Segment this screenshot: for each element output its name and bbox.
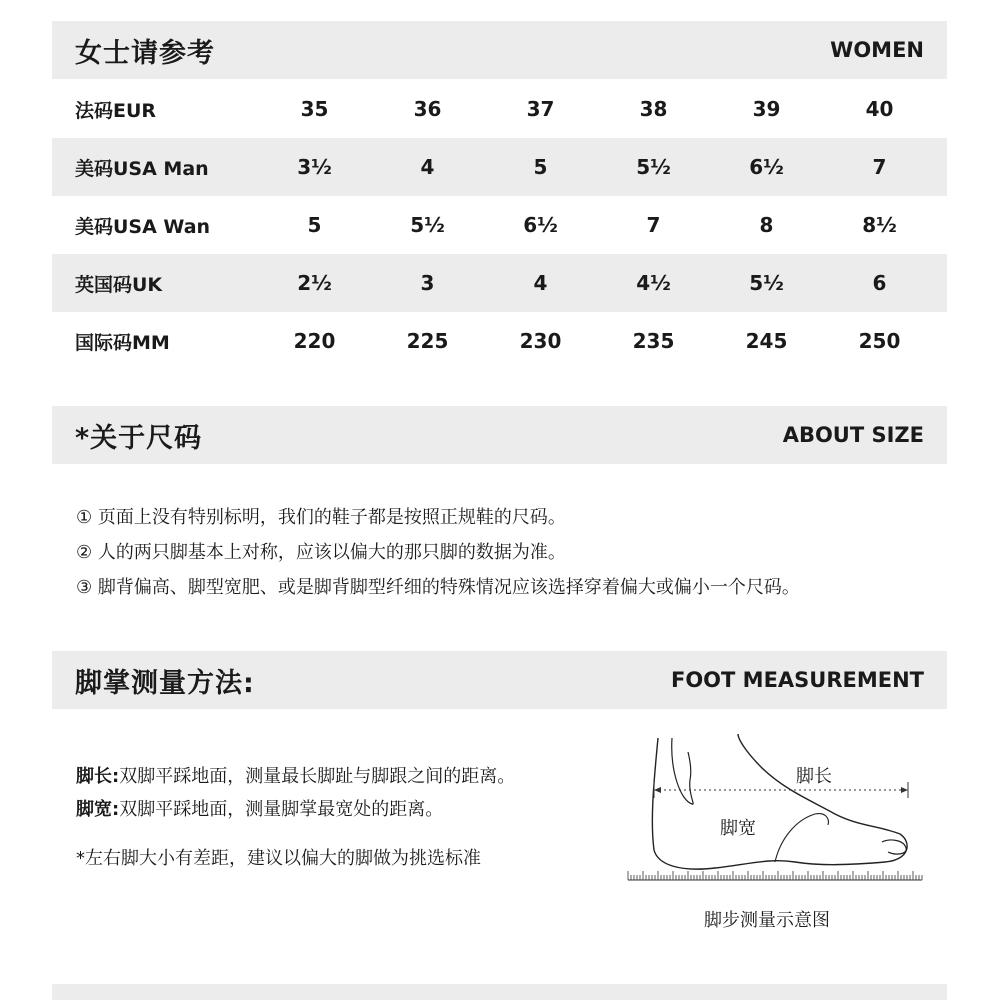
size-cell: 37 [526, 97, 555, 121]
size-cell: 39 [752, 97, 781, 121]
size-row-label: 美码USA Man [75, 157, 209, 180]
size-cell: 6½ [523, 213, 558, 237]
size-cell: 5½ [636, 155, 671, 179]
size-cell: 235 [632, 329, 675, 353]
size-cell: 5½ [749, 271, 784, 295]
size-row [52, 138, 947, 196]
foot-width-instruction [76, 793, 515, 826]
foot-width-tag: 脚宽 [720, 818, 756, 839]
size-cell: 35 [300, 97, 329, 121]
size-cell: 36 [413, 97, 442, 121]
about-size-title-en: ABOUT SIZE [782, 423, 924, 447]
about-note-2: ② 人的两只脚基本上对称，应该以偏大的那只脚的数据为准。 [76, 542, 566, 563]
size-row [52, 196, 947, 254]
size-row [52, 80, 947, 138]
ruler-ticks [628, 871, 922, 880]
about-size-title: *关于尺码 [75, 422, 203, 454]
size-cell: 2½ [297, 271, 332, 295]
foot-measurement-title: 脚掌测量方法: [75, 667, 255, 699]
size-row [52, 312, 947, 370]
women-title-en: WOMEN [830, 38, 924, 62]
next-section-header [52, 984, 947, 1000]
size-table [52, 80, 947, 370]
size-cell: 7 [872, 155, 887, 179]
women-header [52, 21, 947, 79]
size-cell: 5 [307, 213, 322, 237]
size-row [52, 254, 947, 312]
about-note-3: ③ 脚背偏高、脚型宽肥、或是脚背脚型纤细的特殊情况应该选择穿着偏大或偏小一个尺码。 [76, 577, 800, 598]
foot-length-instruction [76, 760, 515, 793]
size-cell: 7 [646, 213, 661, 237]
diagram-caption: 脚步测量示意图 [704, 910, 830, 931]
about-size-header [52, 406, 947, 464]
about-size-notes [76, 500, 800, 605]
about-note-1: ① 页面上没有特别标明，我们的鞋子都是按照正规鞋的尺码。 [76, 507, 566, 528]
size-row-label: 法码EUR [75, 99, 157, 122]
size-cell: 230 [519, 329, 562, 353]
foot-measurement-header [52, 651, 947, 709]
measurement-instructions [76, 760, 515, 875]
size-cell: 5½ [410, 213, 445, 237]
size-cell: 245 [745, 329, 788, 353]
foot-measurement-title-en: FOOT MEASUREMENT [670, 668, 924, 692]
size-cell: 3 [420, 271, 435, 295]
size-cell: 6 [872, 271, 887, 295]
size-cell: 4 [533, 271, 548, 295]
size-cell: 5 [533, 155, 548, 179]
foot-width-text: 双脚平踩地面，测量脚掌最宽处的距离。 [119, 799, 444, 820]
foot-length-label: 脚长: [76, 766, 120, 787]
foot-length-tag: 脚长 [796, 766, 832, 787]
measurement-note: *左右脚大小有差距，建议以偏大的脚做为挑选标准 [76, 848, 481, 869]
size-cell: 250 [858, 329, 901, 353]
size-row-label: 美码USA Wan [75, 215, 211, 238]
size-cell: 40 [865, 97, 894, 121]
foot-length-text: 双脚平踩地面，测量最长脚趾与脚跟之间的距离。 [119, 766, 516, 787]
size-cell: 8 [759, 213, 774, 237]
size-cell: 38 [639, 97, 668, 121]
size-cell: 4½ [636, 271, 671, 295]
size-cell: 220 [293, 329, 336, 353]
size-row-label: 英国码UK [75, 273, 163, 296]
size-cell: 225 [406, 329, 449, 353]
women-title: 女士请参考 [75, 37, 215, 69]
size-cell: 6½ [749, 155, 784, 179]
size-cell: 4 [420, 155, 435, 179]
size-cell: 8½ [862, 213, 897, 237]
foot-width-label: 脚宽: [76, 799, 120, 820]
foot-illustration [620, 730, 930, 905]
foot-diagram [620, 730, 930, 940]
size-row-label: 国际码MM [75, 331, 170, 354]
size-cell: 3½ [297, 155, 332, 179]
